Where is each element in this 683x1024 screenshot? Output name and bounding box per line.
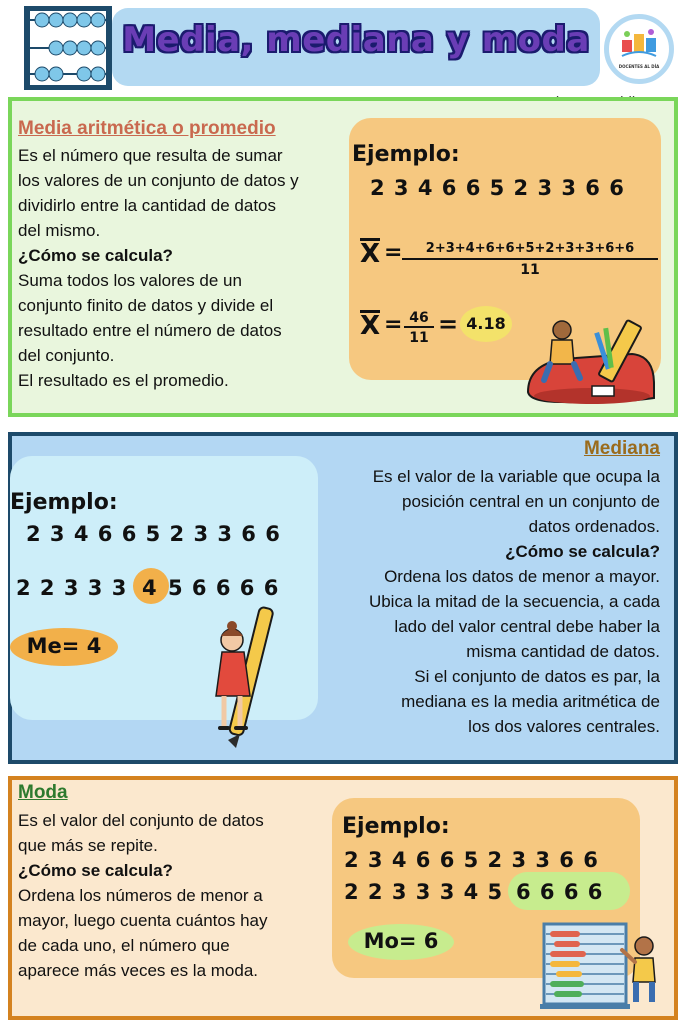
mediana-line: posición central en un conjunto de bbox=[401, 492, 660, 511]
mediana-result: Me= 4 bbox=[26, 634, 102, 658]
media-result: 4.18 bbox=[466, 314, 506, 333]
mediana-sorted-middle: 4 bbox=[142, 576, 157, 600]
media-line: los valores de un conjunto de datos y bbox=[18, 171, 299, 190]
student-pencilcase-illustration bbox=[522, 314, 660, 406]
moda-how-line: aparece más veces es la moda. bbox=[18, 961, 259, 980]
mediana-how-label: ¿Cómo se calcula? bbox=[505, 542, 660, 561]
media-how-label: ¿Cómo se calcula? bbox=[18, 246, 173, 265]
media-formula-equals-2: = bbox=[384, 312, 403, 337]
mediana-example-label: Ejemplo: bbox=[10, 490, 118, 515]
mediana-definition bbox=[322, 464, 660, 739]
moda-sorted-before: 2 2 3 3 3 4 5 bbox=[344, 880, 503, 904]
media-denominator: 11 bbox=[520, 262, 540, 278]
moda-how-line: de cada uno, el número que bbox=[18, 936, 230, 955]
media-formula-xbar: X bbox=[360, 239, 381, 269]
moda-line: Es el valor del conjunto de datos bbox=[18, 811, 264, 830]
mediana-line: datos ordenados. bbox=[528, 517, 660, 536]
moda-line: que más se repite. bbox=[18, 836, 158, 855]
media-how-line: conjunto finito de datos y divide el bbox=[18, 296, 274, 315]
moda-how-line: mayor, luego cuenta cuántos hay bbox=[18, 911, 268, 930]
mediana-how-line: Si el conjunto de datos es par, la bbox=[414, 667, 660, 686]
mediana-how-line: los dos valores centrales. bbox=[468, 717, 660, 736]
media-how-line: Suma todos los valores de un bbox=[18, 271, 242, 290]
boy-abacus-illustration bbox=[540, 920, 660, 1010]
moda-definition bbox=[18, 808, 318, 983]
mediana-sorted-after: 5 6 6 6 6 bbox=[168, 576, 279, 600]
logo-text: DOCENTES AL DÍA bbox=[618, 64, 660, 69]
moda-sorted-mode: 6 6 6 6 bbox=[516, 880, 603, 904]
media-formula-equals-3: = bbox=[438, 310, 459, 338]
media-heading: Media aritmética o promedio bbox=[18, 118, 276, 139]
mediana-heading: Mediana bbox=[583, 438, 660, 459]
media-definition bbox=[18, 143, 348, 393]
mediana-how-line: misma cantidad de datos. bbox=[466, 642, 660, 661]
media-line: dividirlo entre la cantidad de datos bbox=[18, 196, 276, 215]
media-formula-equals: = bbox=[384, 240, 403, 265]
mediana-line: Es el valor de la variable que ocupa la bbox=[372, 467, 660, 486]
media-how-line: del conjunto. bbox=[18, 346, 115, 365]
mediana-how-line: Ordena los datos de menor a mayor. bbox=[384, 567, 660, 586]
media-formula-xbar-2: X bbox=[360, 311, 381, 341]
mediana-example-data: 2 3 4 6 6 5 2 3 3 6 6 bbox=[26, 522, 280, 546]
moda-example-label: Ejemplo: bbox=[342, 814, 450, 839]
moda-example-data: 2 3 4 6 6 5 2 3 3 6 6 bbox=[344, 848, 598, 872]
media-example-label: Ejemplo: bbox=[352, 142, 460, 167]
logo-icon bbox=[618, 26, 660, 62]
moda-result: Mo= 6 bbox=[363, 929, 439, 953]
media-total: 46 bbox=[404, 310, 434, 328]
page-title: Media, mediana y moda bbox=[122, 20, 590, 60]
moda-how-line: Ordena los números de menor a bbox=[18, 886, 263, 905]
mediana-how-line: Ubica la mitad de la secuencia, a cada bbox=[368, 592, 660, 611]
moda-how-label: ¿Cómo se calcula? bbox=[18, 861, 173, 880]
media-sum-expression: 2+3+4+6+6+5+2+3+3+6+6 bbox=[402, 241, 658, 260]
media-example-data: 2 3 4 6 6 5 2 3 3 6 6 bbox=[370, 176, 624, 200]
abacus-icon bbox=[20, 4, 116, 92]
media-how-line: resultado entre el número de datos bbox=[18, 321, 282, 340]
media-line: del mismo. bbox=[18, 221, 101, 240]
media-total-denominator: 11 bbox=[409, 330, 429, 346]
media-line: Es el número que resulta de sumar bbox=[18, 146, 283, 165]
mediana-how-line: lado del valor central debe haber la bbox=[394, 617, 660, 636]
mediana-sorted-before: 2 2 3 3 3 bbox=[16, 576, 127, 600]
moda-heading: Moda bbox=[18, 782, 68, 803]
mediana-how-line: mediana es la media aritmética de bbox=[401, 692, 660, 711]
media-how-line: El resultado es el promedio. bbox=[18, 371, 229, 390]
girl-pencil-illustration bbox=[210, 602, 274, 748]
